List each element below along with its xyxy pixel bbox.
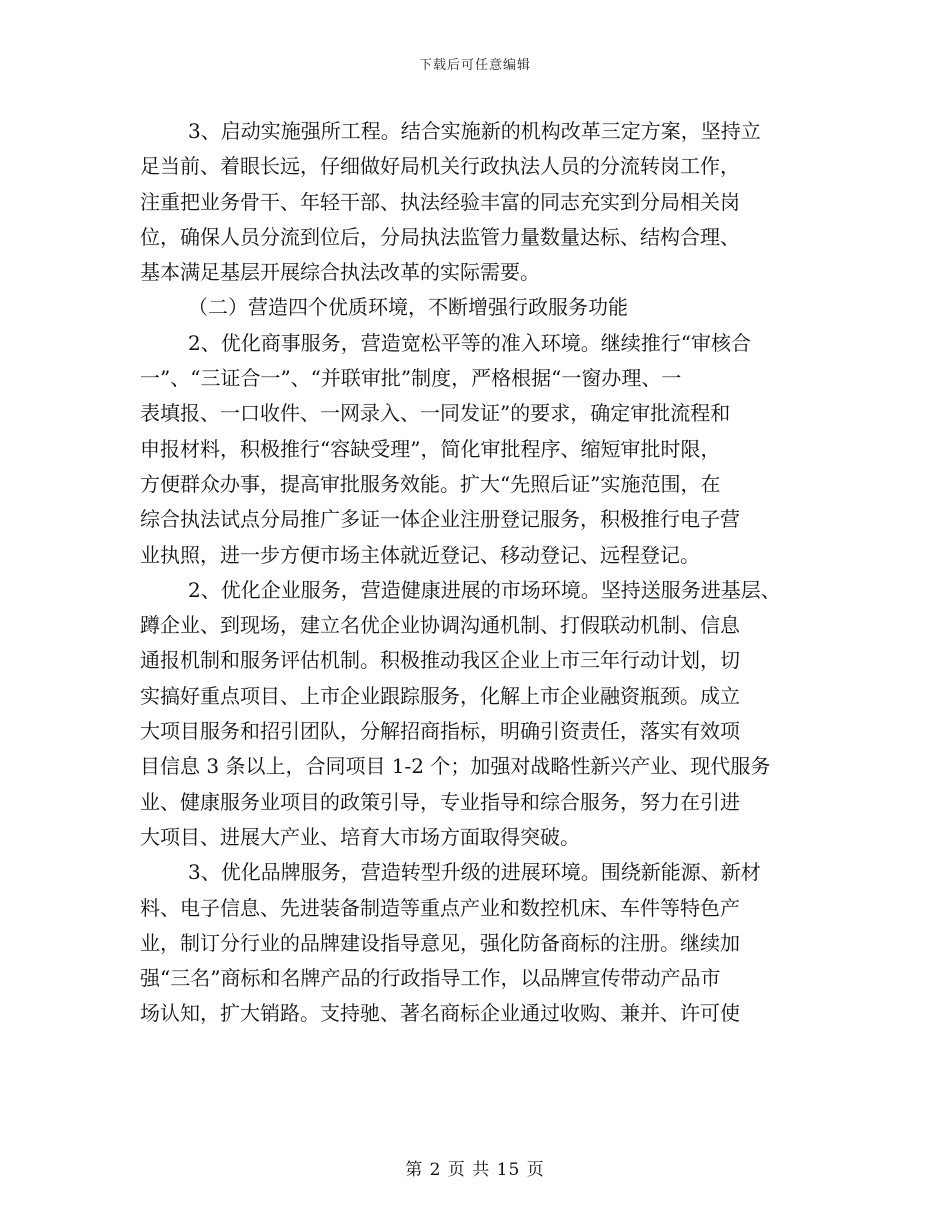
paragraph <box>140 573 820 855</box>
text-line: 注重把业务骨干、年轻干部、执法经验丰富的同志充实到分局相关岗 <box>140 189 740 214</box>
text-line: 料、电子信息、先进装备制造等重点产业和数控机床、车件等特色产 <box>140 895 740 920</box>
text-line: 申报材料，积极推行“容缺受理”，简化审批程序、缩短审批时限， <box>140 436 721 461</box>
text-line: 基本满足基层开展综合执法改革的实际需要。 <box>140 260 540 285</box>
text-line: 表填报、一口收件、一网录入、一同发证”的要求，确定审批流程和 <box>140 401 731 426</box>
text-line: 足当前、着眼长远，仔细做好局机关行政执法人员的分流转岗工作， <box>140 154 740 179</box>
text-line: 大项目服务和招引团队，分解招商指标，明确引资责任，落实有效项 <box>140 719 740 744</box>
text-line: 2、优化企业服务，营造健康进展的市场环境。坚持送服务进基层、 <box>188 577 781 602</box>
document-body <box>140 114 820 1032</box>
paragraph <box>140 114 820 290</box>
text-line: 3、优化品牌服务，营造转型升级的进展环境。围绕新能源、新材 <box>188 860 761 885</box>
text-line: 3、启动实施强所工程。结合实施新的机构改革三定方案，坚持立 <box>188 119 761 143</box>
text-line: 通报机制和服务评估机制。积极推动我区企业上市三年行动计划，切 <box>140 648 740 673</box>
text-line: 业，制订分行业的品牌建设指导意见，强化防备商标的注册。继续加 <box>140 930 740 955</box>
text-line: 2、优化商事服务，营造宽松平等的准入环境。继续推行“审核合 <box>188 330 751 355</box>
text-line: 位，确保人员分流到位后，分局执法监管力量数量达标、结构合理、 <box>140 224 740 249</box>
text-line: 蹲企业、到现场，建立名优企业协调沟通机制、打假联动机制、信息 <box>140 613 740 638</box>
text-line: 实搞好重点项目、上市企业跟踪服务，化解上市企业融资瓶颈。成立 <box>140 683 740 708</box>
text-line: 目信息 3 条以上，合同项目 1-2 个；加强对战略性新兴产业、现代服务 <box>140 754 771 779</box>
text-line: 方便群众办事，提高审批服务效能。扩大“先照后证”实施范围，在 <box>140 471 721 496</box>
text-line: 大项目、进展大产业、培育大市场方面取得突破。 <box>140 824 580 849</box>
text-line: 业执照，进一步方便市场主体就近登记、移动登记、远程登记。 <box>140 542 700 567</box>
section-heading <box>140 290 820 325</box>
text-line: 一”、“三证合一”、“并联审批”制度，严格根据“一窗办理、一 <box>140 366 682 391</box>
text-line: 综合执法试点分局推广多证一体企业注册登记服务，积极推行电子营 <box>140 507 740 532</box>
paragraph <box>140 855 820 1031</box>
section-heading-text: （二）营造四个优质环境，不断增强行政服务功能 <box>188 295 628 320</box>
text-line: 场认知，扩大销路。支持驰、著名商标企业通过收购、兼并、许可使 <box>140 1001 740 1026</box>
text-line: 强“三名”商标和名牌产品的行政指导工作，以品牌宣传带动产品市 <box>140 966 721 991</box>
page-footer: 第 2 页 共 15 页 <box>405 1160 545 1180</box>
paragraph <box>140 326 820 573</box>
page-header: 下载后可任意编辑 <box>418 58 531 73</box>
text-line: 业、健康服务业项目的政策引导，专业指导和综合服务，努力在引进 <box>140 789 740 814</box>
